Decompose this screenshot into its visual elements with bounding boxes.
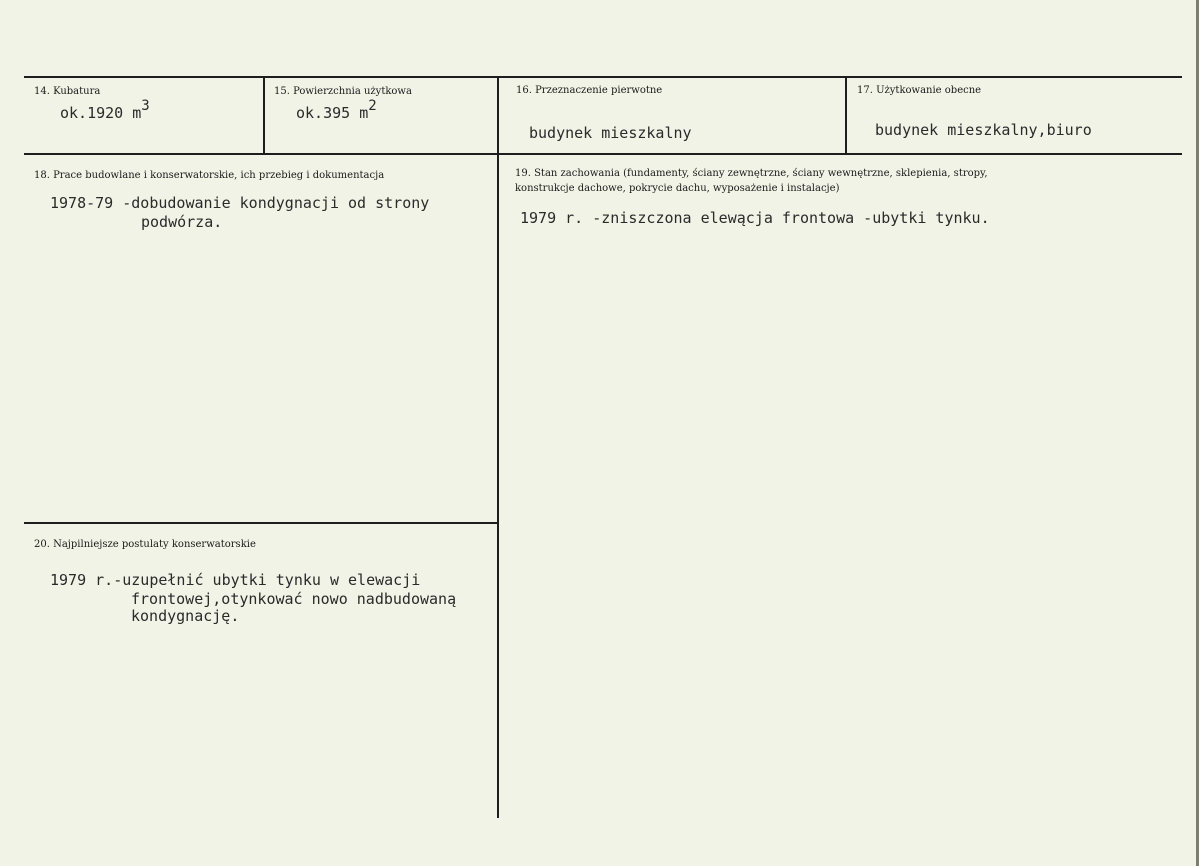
field-15-text: ok.395 m [296, 104, 369, 122]
field-20-line-3: kondygnację. [131, 607, 240, 625]
row1-bottom-rule [24, 153, 1182, 155]
field-20-label: 20. Najpilniejsze postulaty konserwatorskie [34, 539, 256, 550]
divider-16-17 [845, 76, 847, 155]
field-18-line-2: podwórza. [141, 213, 223, 231]
field-17-label: 17. Użytkowanie obecne [857, 85, 982, 96]
section20-top-rule [24, 522, 498, 524]
field-19-value: 1979 r. -zniszczona elewącja frontowa -ubytki tynku. [520, 209, 990, 227]
field-15-label: 15. Powierzchnia użytkowa [274, 86, 412, 97]
divider-main [497, 76, 499, 818]
divider-14-15 [263, 76, 265, 155]
field-16-value: budynek mieszkalny [529, 124, 692, 142]
field-19-label-line-1: 19. Stan zachowania (fundamenty, ściany zewnętrzne, ściany wewnętrzne, sklepienia, stropy, [515, 168, 988, 179]
top-rule [24, 76, 1182, 78]
field-20-line-2: frontowej,otynkować nowo nadbudowaną [131, 590, 457, 608]
field-18-line-1: 1978-79 -dobudowanie kondygnacji od strony [50, 194, 430, 212]
field-17-value: budynek mieszkalny,biuro [875, 121, 1092, 139]
field-14-value [60, 98, 150, 123]
field-18-label: 18. Prace budowlane i konserwatorskie, ich przebieg i dokumentacja [34, 170, 385, 181]
field-14-unit-exponent: 3 [141, 98, 150, 114]
field-15-unit-exponent: 2 [368, 98, 377, 114]
field-14-text: ok.1920 m [60, 104, 142, 122]
field-20-line-1: 1979 r.-uzupełnić ubytki tynku w elewacji [50, 571, 421, 589]
field-15-value [296, 98, 377, 123]
field-14-label: 14. Kubatura [34, 86, 101, 97]
field-16-label: 16. Przeznaczenie pierwotne [516, 85, 663, 96]
field-19-label-line-2: konstrukcje dachowe, pokrycie dachu, wyposażenie i instalacje) [515, 183, 840, 194]
